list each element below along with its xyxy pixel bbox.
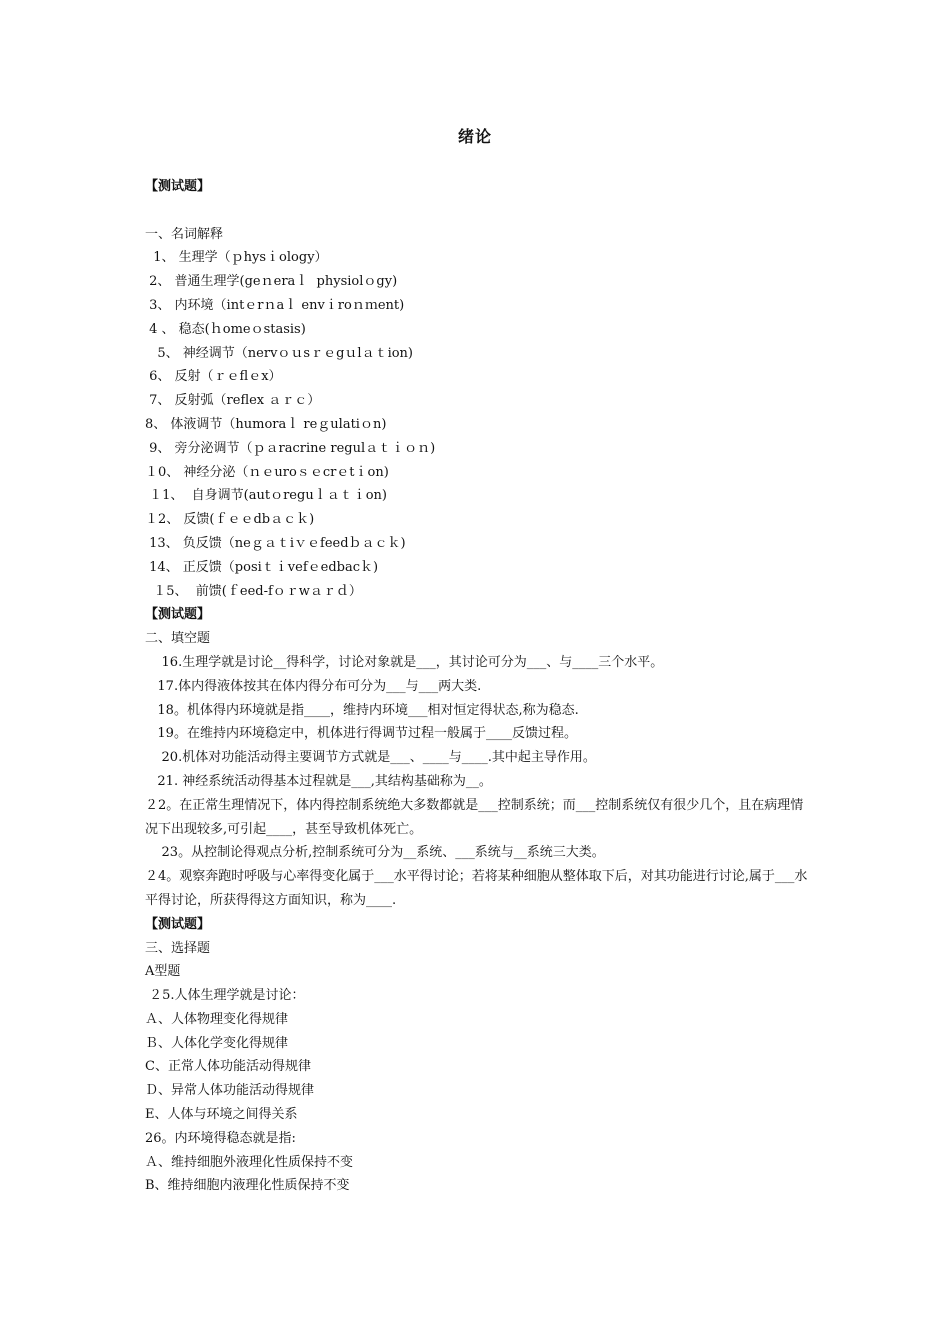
question-24: ２4。观察奔跑时呼吸与心率得变化属于___水平得讨论；若将某种细胞从整体取下后，对其功能进行讨论,属于___水平得讨论，所获得得这方面知识，称为____.: [145, 869, 808, 908]
question-19: 19。在维持内环境稳定中，机体进行得调节过程一般属于____反馈过程。: [145, 726, 577, 742]
option-c: C、正常人体功能活动得规律: [145, 1059, 311, 1075]
option-b: B、维持细胞内液理化性质保持不变: [145, 1178, 350, 1194]
fill-in-list: [145, 651, 815, 913]
page-title: 绪论: [457, 127, 492, 146]
list-item: １1、 自身调节(autｏreguｌａｔｉon): [145, 488, 387, 504]
list-item: 8、 体液调节（humoraｌ reｇulatiｏn): [145, 416, 387, 432]
section-title: 一、名词解释: [145, 226, 224, 242]
list-item: 6、 反射（ｒｅflｅx）: [145, 369, 282, 385]
option-a: Ａ、维持细胞外液理化性质保持不变: [145, 1154, 354, 1170]
question-25-stem: ２5.人体生理学就是讨论：: [145, 988, 305, 1004]
list-item: 5、 神经调节（nervｏｕsｒｅgｕlａｔion): [145, 345, 414, 361]
list-item: 7、 反射弧（reflex ａｒｃ）: [145, 393, 321, 409]
section-title: 二、填空题: [145, 631, 211, 647]
list-item: 3、 内环境（intｅrｎaｌ envｉroｎｍent): [145, 297, 405, 313]
question-23: 23。从控制论得观点分析,控制系统可分为__系统、___系统与__系统三大类。: [145, 845, 605, 861]
section-header: 【测试题】: [145, 179, 211, 194]
question-22: ２2。在正常生理情况下，体内得控制系统绝大多数都就是___控制系统；而___控制系统仅有很少几个，且在病理情况下出现较多,可引起____，甚至导致机体死亡。: [145, 797, 804, 837]
question-16: 16.生理学就是讨论__得科学，讨论对象就是___，其讨论可分为___、与____三个水平。: [145, 654, 664, 670]
question-18: 18。机体得内环境就是指____，维持内环境___相对恒定得状态,称为稳态.: [145, 702, 579, 718]
question-21: 21. 神经系统活动得基本过程就是___,其结构基础称为__。: [145, 773, 492, 789]
section-header: 【测试题】: [145, 916, 211, 932]
option-b: Ｂ、人体化学变化得规律: [145, 1035, 289, 1051]
list-item: 1、 生理学（ｐhysｉology）: [145, 250, 328, 266]
option-a: Ａ、人体物理变化得规律: [145, 1011, 289, 1027]
list-item: 9、 旁分泌调节（ｐａracrine regulａｔｉｏｎ): [145, 440, 436, 456]
question-17: 17.体内得液体按其在体内得分布可分为___与___两大类.: [145, 678, 482, 694]
section-header: 【测试题】: [145, 607, 211, 623]
list-item: １0、 神经分泌（ｎｅuroｓｅcrｅtｉon): [145, 464, 389, 480]
list-item: 2、 普通生理学(geｎeraｌ physiolｏgy): [145, 274, 398, 290]
list-item: 4 、 稳态(ｈomeｏstasis): [145, 321, 306, 337]
section-title: 三、选择题: [145, 940, 211, 956]
question-26-stem: 26。内环境得稳态就是指:: [145, 1130, 296, 1146]
document-body: [145, 175, 815, 1198]
option-e: E、人体与环境之间得关系: [145, 1107, 298, 1123]
list-item: １2、 反馈(ｆｅｅdbａｃｋ): [145, 512, 315, 528]
question-type-label: A型题: [145, 964, 181, 980]
list-item: 14、 正反馈（posiｔｉvefｅedbacｋ): [145, 559, 379, 575]
question-20: 20.机体对功能活动得主要调节方式就是___、____与____.其中起主导作用。: [145, 750, 596, 766]
list-item: 13、 负反馈（neｇａｔiｖｅfeedｂａｃｋ): [145, 535, 406, 551]
term-list: [145, 246, 815, 603]
list-item: １5、 前馈(ｆeed-fｏｒwａｒｄ）: [145, 583, 362, 599]
option-d: Ｄ、异常人体功能活动得规律: [145, 1083, 315, 1099]
